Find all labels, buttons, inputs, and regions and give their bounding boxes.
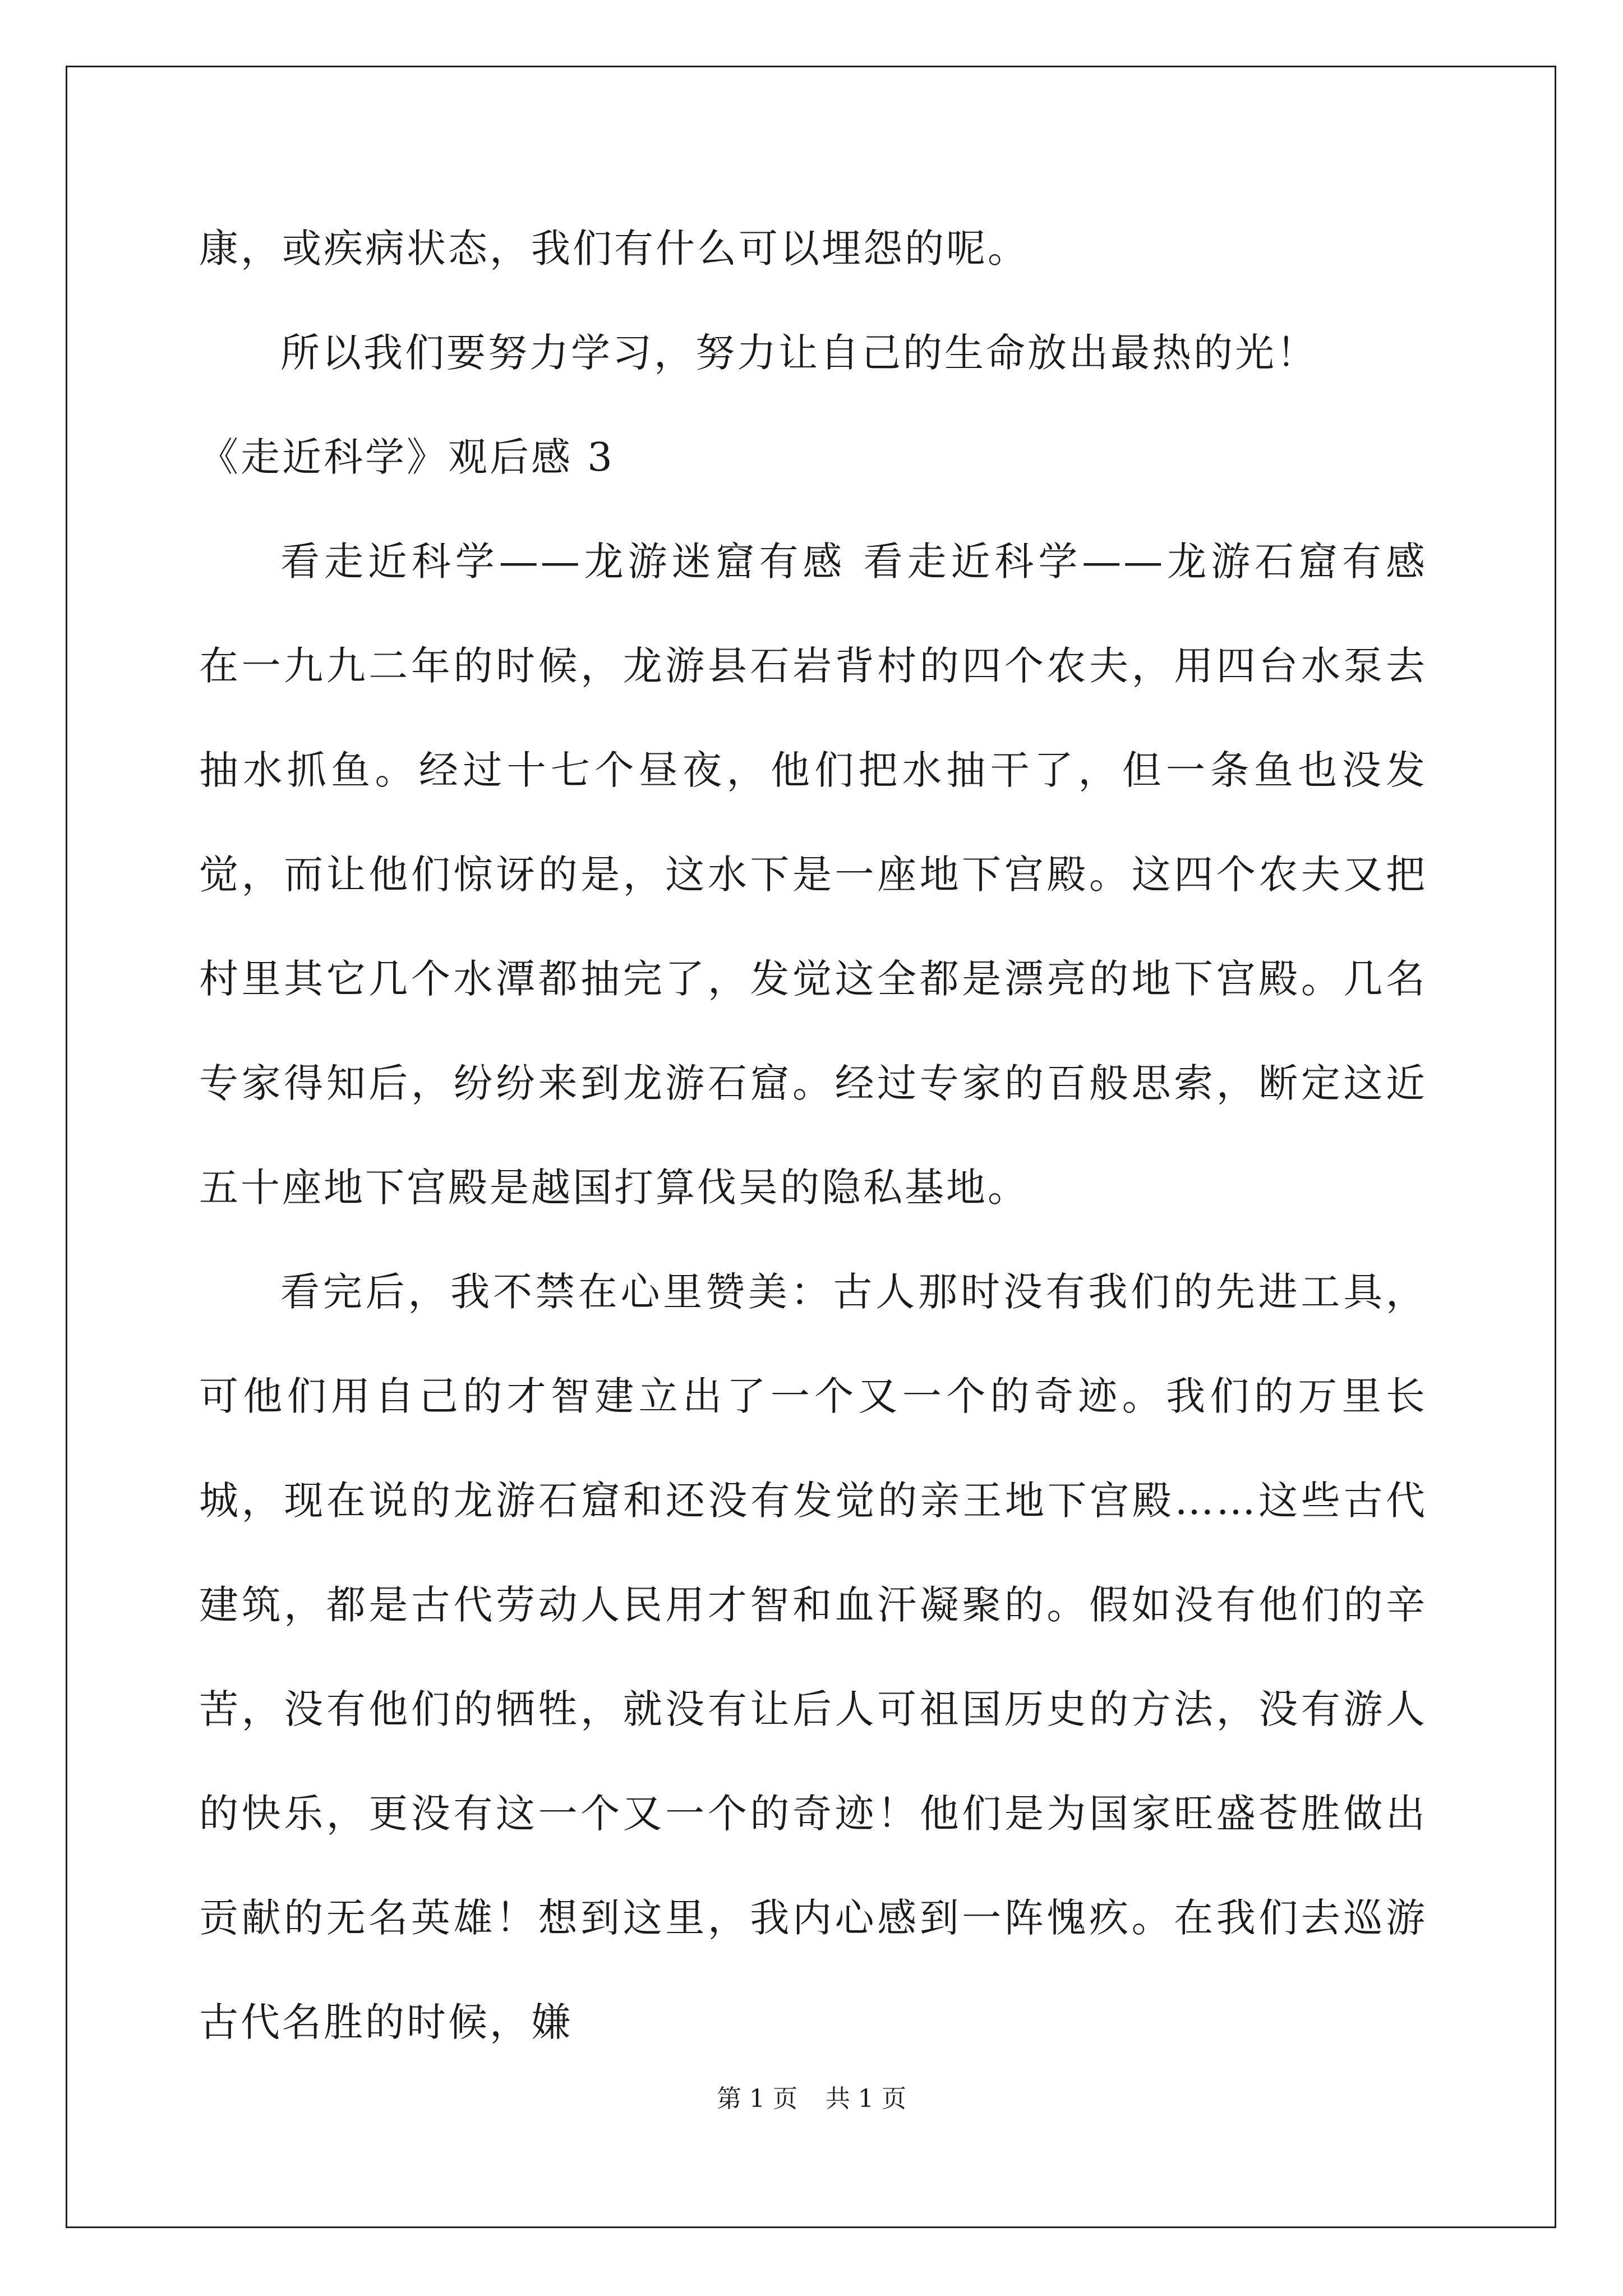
document-body (199, 196, 1427, 2074)
paragraph: 看走近科学——龙游迷窟有感 看走近科学——龙游石窟有感 在一九九二年的时候，龙游县石岩背村的四个农夫，用四台水泵去抽水抓鱼。经过十七个昼夜，他们把水抽干了，但一条鱼也没发觉，而让他们惊讶的是，这水下是一座地下宫殿。这四个农夫又把村里其它几个水潭都抽完了，发觉这全都是漂亮的地下宫殿。几名专家得知后，纷纷来到龙游石窟。经过专家的百般思索，断定这近五十座地下宫殿是越国打算伐吴的隐私基地。 (199, 539, 1427, 1211)
page-footer (0, 2078, 1623, 2114)
section-heading: 《走近科学》观后感 3 (199, 434, 615, 480)
page-total: 共 1 页 (826, 2085, 906, 2113)
page-number: 第 1 页 (717, 2085, 797, 2113)
paragraph: 看完后，我不禁在心里赞美：古人那时没有我们的先进工具，可他们用自己的才智建立出了一个又一个的奇迹。我们的万里长城，现在说的龙游石窟和还没有发觉的亲王地下宫殿……这些古代建筑，都是古代劳动人民用才智和血汗凝聚的。假如没有他们的辛苦，没有他们的牺牲，就没有让后人可祖国历史的方法，没有游人的快乐，更没有这一个又一个的奇迹！他们是为国家旺盛苍胜做出贡献的无名英雄！想到这里，我内心感到一阵愧疚。在我们去巡游古代名胜的时候，嫌 (199, 1269, 1427, 2045)
paragraph: 所以我们要努力学习，努力让自己的生命放出最热的光！ (280, 330, 1318, 376)
paragraph: 康，或疾病状态，我们有什么可以埋怨的呢。 (199, 226, 1029, 272)
